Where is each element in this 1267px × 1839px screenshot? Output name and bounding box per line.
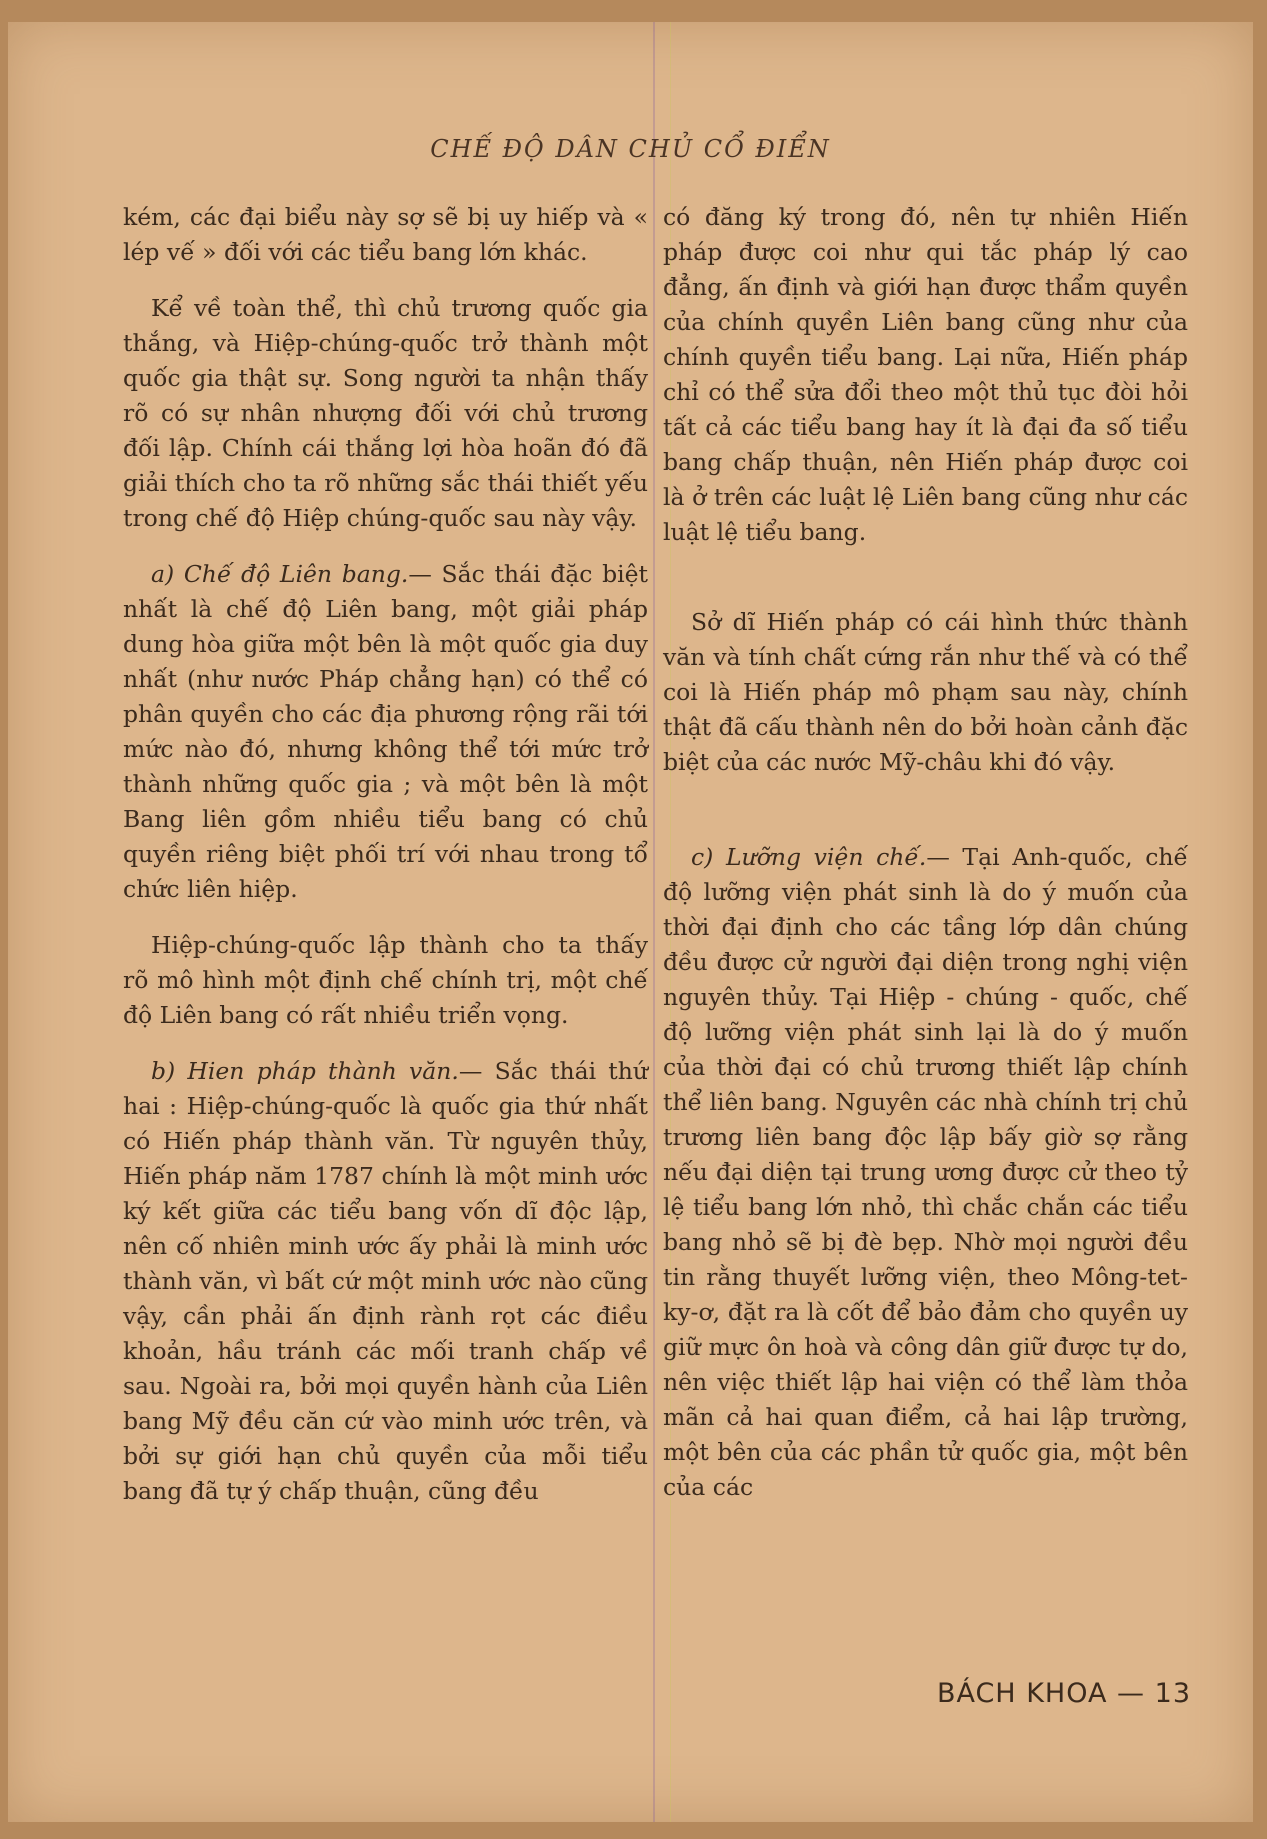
section-heading: c) Lưỡng viện chế.	[691, 843, 927, 871]
paragraph: Sở dĩ Hiến pháp có cái hình thức thành văn và tính chất cứng rắn như thế và có thể coi là Hiến pháp mô phạm sau này, chính thật đã cấu thành nên do bởi hoàn cảnh đặc biệt của các nước Mỹ-châu khi đó vậy.	[663, 608, 1188, 776]
section-heading: a) Chế độ Liên bang.	[151, 560, 409, 588]
paragraph: Kể về toàn thể, thì chủ trương quốc gia thắng, và Hiệp-chúng-quốc trở thành một quốc gia thật sự. Song người ta nhận thấy rõ có sự nhân nhượng đối với chủ trương đối lập. Chính cái thắng lợi hòa hoãn đó đã giải thích cho ta rõ những sắc thái thiết yếu trong chế độ Hiệp chúng-quốc sau này vậy.	[123, 294, 648, 532]
fold-line	[653, 22, 655, 1822]
paragraph: Hiệp-chúng-quốc lập thành cho ta thấy rõ mô hình một định chế chính trị, một chế độ Liên bang có rất nhiều triển vọng.	[123, 931, 648, 1029]
paragraph-body: — Sắc thái đặc biệt nhất là chế độ Liên bang, một giải pháp dung hòa giữa một bên là một quốc gia duy nhất (như nước Pháp chẳng hạn) có thể có phân quyền cho các địa phương rộng rãi tới mức nào đó, nhưng không thể tới mức trở thành những quốc gia ; và một bên là một Bang liên gồm nhiều tiểu bang có chủ quyền riêng biệt phối trí với nhau trong tổ chức liên hiệp.	[123, 560, 648, 903]
paragraph	[663, 840, 1188, 1505]
right-column	[663, 200, 1188, 1505]
page-number: 13	[1154, 1678, 1191, 1709]
page-footer	[937, 1678, 1191, 1709]
page	[8, 22, 1253, 1822]
paragraph: kém, các đại biểu này sợ sẽ bị uy hiếp và « lép vế » đối với các tiểu bang lớn khác.	[123, 203, 648, 266]
running-title: CHẾ ĐỘ DÂN CHỦ CỔ ĐIỂN	[430, 135, 831, 163]
paragraph	[123, 1054, 648, 1509]
paragraph-body: — Tại Anh-quốc, chế độ lưỡng viện phát sinh là do ý muốn của thời đại định cho các tầng lớp dân chúng đều được cử người đại diện trong nghị viện nguyên thủy. Tại Hiệp - chúng - quốc, chế độ lưỡng viện phát sinh lại là do ý muốn của thời đại có chủ trương thiết lập chính thể liên bang. Nguyên các nhà chính trị chủ trương liên bang độc lập bấy giờ sợ rằng nếu đại diện tại trung ương được cử theo tỷ lệ tiểu bang lớn nhỏ, thì chắc chắn các tiểu bang nhỏ sẽ bị đè bẹp. Nhờ mọi người đều tin rằng thuyết lưỡng viện, theo Mông-tet-ky-ơ, đặt ra là cốt để bảo đảm cho quyền uy giữ mực ôn hoà và công dân giữ được tự do, nên việc thiết lập hai viện có thể làm thỏa mãn cả hai quan điểm, cả hai lập trường, một bên của các phần tử quốc gia, một bên của các	[663, 843, 1188, 1501]
paragraph	[123, 557, 648, 907]
paragraph: có đăng ký trong đó, nên tự nhiên Hiến pháp được coi như qui tắc pháp lý cao đẳng, ấn định và giới hạn được thẩm quyền của chính quyền Liên bang cũng như của chính quyền tiểu bang. Lại nữa, Hiến pháp chỉ có thể sửa đổi theo một thủ tục đòi hỏi tất cả các tiểu bang hay ít là đại đa số tiểu bang chấp thuận, nên Hiến pháp được coi là ở trên các luật lệ Liên bang cũng như các luật lệ tiểu bang.	[663, 203, 1188, 546]
left-column	[123, 200, 648, 1509]
publication-name: BÁCH KHOA	[936, 1678, 1108, 1709]
section-heading: b) Hien pháp thành văn.	[151, 1057, 459, 1085]
paragraph-body: — Sắc thái thứ hai : Hiệp-chúng-quốc là quốc gia thứ nhất có Hiến pháp thành văn. Từ nguyên thủy, Hiến pháp năm 1787 chính là một minh ước ký kết giữa các tiểu bang vốn dĩ độc lập, nên cố nhiên minh ước ấy phải là minh ước thành văn, vì bất cứ một minh ước nào cũng vậy, cần phải ấn định rành rọt các điều khoản, hầu tránh các mối tranh chấp về sau. Ngoài ra, bởi mọi quyền hành của Liên bang Mỹ đều căn cứ vào minh ước trên, và bởi sự giới hạn chủ quyền của mỗi tiểu bang đã tự ý chấp thuận, cũng đều	[123, 1057, 648, 1505]
footer-separator: —	[1117, 1678, 1146, 1709]
